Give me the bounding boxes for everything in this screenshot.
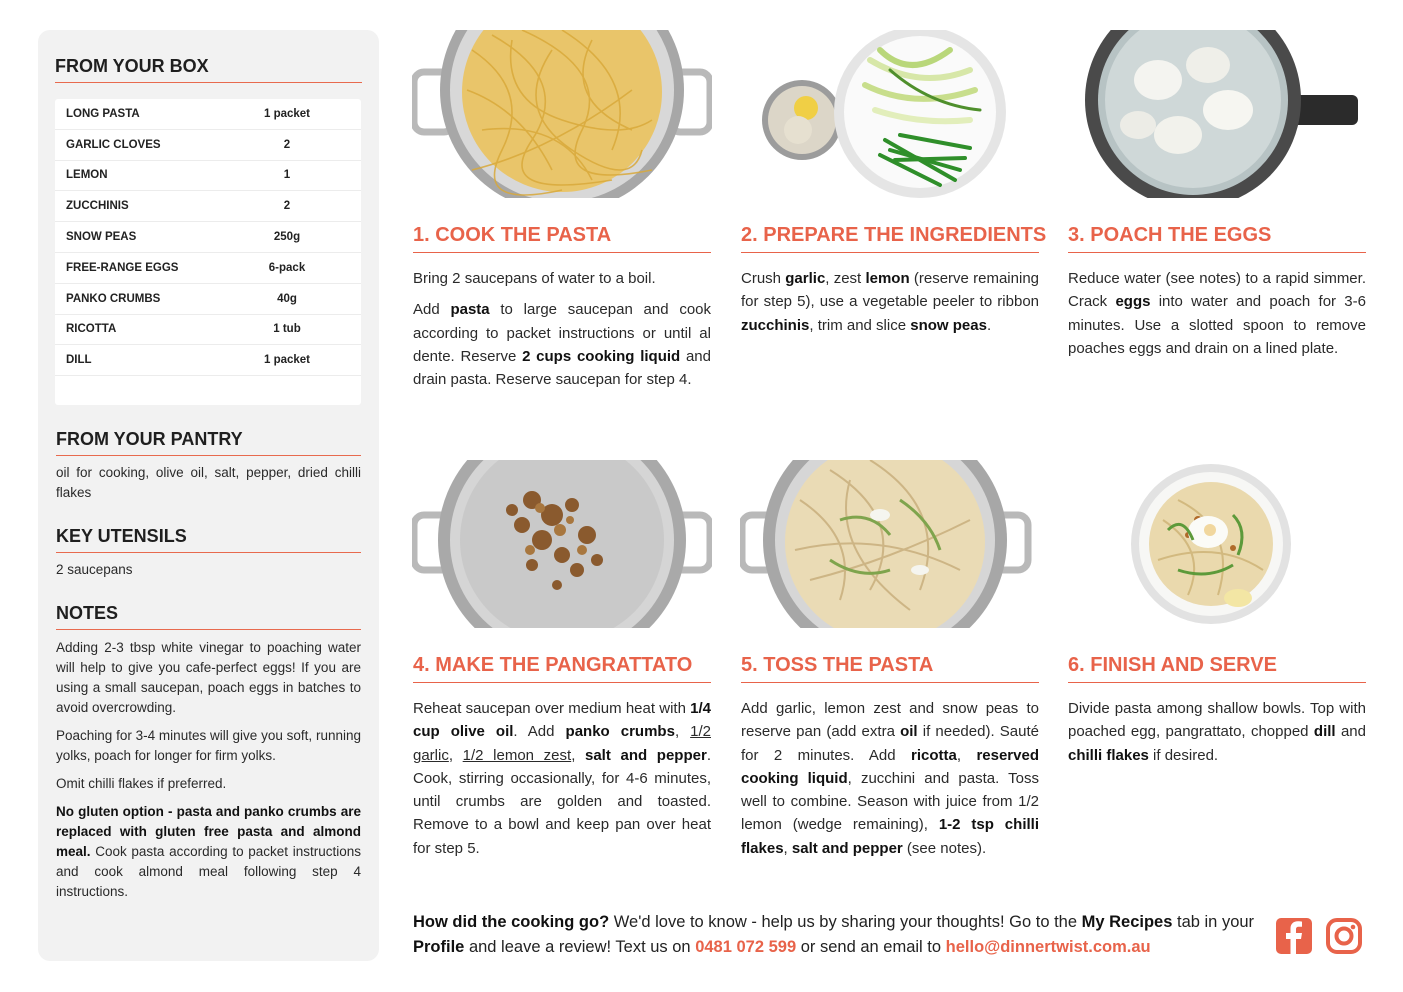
instagram-icon[interactable] — [1325, 917, 1363, 955]
text: , — [448, 746, 463, 764]
ingredient-emphasis: zucchinis — [741, 316, 810, 334]
step-6-body — [1068, 697, 1366, 775]
utensils-heading: KEY UTENSILS — [56, 526, 361, 553]
ingredient-row — [55, 222, 361, 253]
ingredients-sidebar — [38, 30, 379, 961]
step-5-para — [741, 697, 1039, 860]
step-2-body — [741, 267, 1039, 345]
ingredient-row — [55, 284, 361, 315]
profile-label: Profile — [413, 938, 465, 956]
step-2-photo — [740, 30, 1040, 198]
ingredient-emphasis: ricotta — [911, 746, 957, 764]
text: We'd love to know - help us by sharing your thoughts! Go to the — [609, 913, 1082, 931]
ingredient-qty: 6-pack — [268, 261, 306, 274]
ingredient-emphasis: dill — [1313, 723, 1336, 741]
note-1: Adding 2-3 tbsp white vinegar to poaching water will help to give you cafe-perfect eggs! If you are using a small saucepan, poach eggs in batches to avoid overcrowding. — [56, 640, 361, 715]
step-3-para — [1068, 267, 1366, 360]
text: to large saucepan and cook according to packet instructions or until al dente. Reserve — [413, 301, 712, 365]
text: or send an email to — [796, 938, 946, 956]
ingredient-emphasis: salt and pepper — [585, 746, 707, 764]
underlined-ingredient: 1/2 lemon zest — [462, 746, 572, 764]
text: , trim and slice — [809, 316, 911, 334]
step-4-title: 4. MAKE THE PANGRATTATO — [413, 654, 711, 683]
utensils-text: 2 saucepans — [56, 562, 133, 577]
step-4-body — [413, 697, 711, 868]
ingredient-emphasis: panko crumbs — [565, 723, 675, 741]
text: , — [956, 746, 977, 764]
ingredient-emphasis: reserved cooking liquid — [741, 746, 1039, 787]
text: tab in your — [1172, 913, 1255, 931]
text: Divide pasta among shallow bowls. Top with poached egg, pangrattato, chopped — [1068, 700, 1366, 741]
ingredient-qty: 40g — [277, 292, 297, 305]
ingredient-row — [55, 130, 361, 161]
text: , — [674, 723, 691, 741]
ingredient-qty: 1 — [283, 169, 291, 182]
text: Add — [413, 301, 451, 319]
email-link[interactable]: hello@dinnertwist.com.au — [945, 938, 1151, 956]
step-3-title: 3. POACH THE EGGS — [1068, 224, 1366, 253]
ingredient-name: PANKO CRUMBS — [66, 292, 161, 305]
ingredient-row — [55, 345, 361, 376]
step-1-photo — [412, 30, 712, 198]
ingredient-name: ZUCCHINIS — [66, 200, 129, 213]
ingredient-qty: 1 tub — [273, 323, 301, 336]
text: Reheat saucepan over medium heat with — [413, 700, 691, 717]
step-1-para-1: Bring 2 saucepans of water to a boil. — [413, 270, 656, 287]
ingredient-qty: 2 — [283, 200, 291, 213]
text: Crush — [741, 270, 786, 287]
ingredient-name: GARLIC CLOVES — [66, 138, 161, 151]
text: . Add — [513, 723, 566, 741]
phone-link[interactable]: 0481 072 599 — [695, 938, 797, 956]
ingredient-row — [55, 191, 361, 222]
ingredient-name: SNOW PEAS — [66, 231, 137, 244]
step-2-para — [741, 267, 1039, 337]
ingredient-emphasis: chilli flakes — [1068, 746, 1149, 764]
text: Reduce water (see notes) to a rapid simmer. Crack — [1068, 270, 1366, 311]
step-2-title: 2. PREPARE THE INGREDIENTS — [741, 224, 1039, 253]
ingredient-name: LEMON — [66, 169, 108, 182]
facebook-icon[interactable] — [1275, 917, 1313, 955]
step-5-photo — [740, 460, 1040, 628]
ingredient-emphasis: 1-2 tsp chilli flakes — [741, 816, 1039, 857]
text: if needed). Sauté for 2 minutes. Add — [741, 723, 1039, 764]
my-recipes-label: My Recipes — [1081, 913, 1173, 931]
note-4-bold: No gluten option - pasta and panko crumbs are replaced with gluten free pasta and almond meal. — [56, 804, 361, 859]
step-6-para — [1068, 697, 1366, 767]
text: . — [986, 316, 992, 334]
step-6-photo — [1068, 460, 1368, 628]
text: into water and poach for 3-6 minutes. Use a slotted spoon to remove poaches eggs and drain on a lined plate. — [1068, 293, 1366, 357]
ingredient-emphasis: salt and pepper — [791, 839, 903, 857]
ingredient-row — [55, 253, 361, 284]
step-4-photo — [412, 460, 712, 628]
note-4-rest: Cook pasta according to packet instructions and cook almond meal following step 4 instructions. — [56, 844, 361, 899]
feedback-footer — [413, 910, 1263, 960]
text: (see notes). — [902, 839, 987, 857]
ingredient-emphasis: 1/4 cup olive oil — [413, 700, 711, 741]
ingredient-qty: 250g — [273, 231, 301, 244]
box-heading: FROM YOUR BOX — [55, 56, 362, 83]
text: and leave a review! Text us on — [464, 938, 696, 956]
step-1-title: 1. COOK THE PASTA — [413, 224, 711, 253]
text: and — [1335, 723, 1366, 741]
ingredient-row — [55, 161, 361, 192]
ingredient-name: LONG PASTA — [66, 107, 140, 120]
ingredient-row — [55, 99, 361, 130]
footer-question: How did the cooking go? — [413, 913, 610, 931]
ingredient-name: DILL — [66, 354, 92, 367]
text: . Cook, stirring occasionally, for 4-6 minutes, until crumbs are golden and toasted. Remove to a bowl and keep pan over heat for step 5. — [413, 746, 711, 857]
note-3: Omit chilli flakes if preferred. — [56, 776, 227, 791]
step-3-body — [1068, 267, 1366, 368]
text: and drain pasta. Reserve saucepan for step 4. — [413, 347, 711, 389]
ingredient-emphasis: eggs — [1115, 293, 1151, 311]
step-4-para — [413, 697, 711, 860]
ingredient-row — [55, 315, 361, 346]
ingredient-emphasis: oil — [900, 723, 918, 741]
text: , — [783, 839, 792, 857]
text: , zucchini and pasta. Toss well to combine. Season with juice from 1/2 lemon (wedge remaining), — [741, 769, 1039, 834]
note-2: Poaching for 3-4 minutes will give you soft, running yolks, poach for longer for firm yolks. — [56, 728, 361, 763]
step-6-title: 6. FINISH AND SERVE — [1068, 654, 1366, 683]
step-3-photo — [1068, 30, 1368, 198]
ingredient-emphasis: lemon — [865, 270, 910, 287]
step-1-para-2 — [413, 298, 711, 391]
ingredient-name: RICOTTA — [66, 323, 117, 336]
step-5-body — [741, 697, 1039, 868]
notes-heading: NOTES — [56, 603, 361, 630]
text: Add garlic, lemon zest and snow peas to reserve pan (add extra — [741, 700, 1039, 741]
pantry-text: oil for cooking, olive oil, salt, pepper, dried chilli flakes — [56, 465, 361, 500]
ingredient-qty: 1 packet — [263, 354, 311, 367]
text: , zest — [825, 270, 866, 287]
ingredient-name: FREE-RANGE EGGS — [66, 261, 179, 274]
ingredient-emphasis: snow peas — [910, 316, 987, 334]
ingredient-emphasis: pasta — [450, 301, 490, 319]
text: if desired. — [1148, 746, 1219, 764]
step-1-body — [413, 267, 711, 399]
text: (reserve remaining for step 5), use a vegetable peeler to ribbon — [741, 270, 1039, 311]
ingredient-emphasis: garlic — [785, 270, 826, 287]
underlined-ingredient: 1/2 garlic — [413, 723, 711, 764]
ingredients-table — [55, 99, 361, 405]
step-5-title: 5. TOSS THE PASTA — [741, 654, 1039, 683]
ingredient-qty: 2 — [283, 138, 291, 151]
ingredient-qty: 1 packet — [263, 107, 311, 120]
pantry-heading: FROM YOUR PANTRY — [56, 429, 361, 456]
ingredient-emphasis: 2 cups cooking liquid — [522, 347, 681, 365]
note-4 — [56, 802, 361, 902]
text: , — [571, 746, 585, 764]
